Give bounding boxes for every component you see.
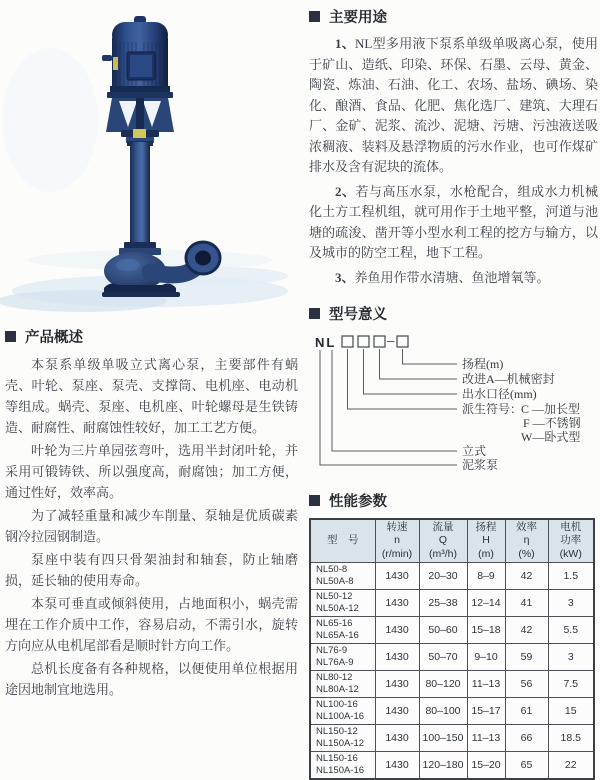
left-column	[0, 0, 302, 702]
head-cell: 11–13	[467, 671, 505, 698]
table-row	[310, 671, 594, 698]
section-title-text: 性能参数	[329, 494, 387, 510]
section-bullet-square	[5, 331, 16, 342]
list-number: 2、	[335, 183, 356, 199]
section-title-text: 产品概述	[25, 330, 83, 346]
overview-paragraph: 本泵系单级单吸立式离心泵，主要部件有蜗壳、叶轮、泵座、泵壳、支撑筒、电机座、电动机等组成。蜗壳、泵座、电机座、叶轮螺母是生铁铸造、耐腐性、耐腐蚀性较好，加工工艺方便。	[5, 357, 298, 435]
model-cell: NL80-12 NL80A-12	[310, 671, 375, 698]
leader-line	[320, 350, 457, 465]
power-cell: 7.5	[548, 671, 594, 698]
col-header-head: 扬程 H (m)	[467, 519, 505, 563]
model-code-box	[374, 336, 385, 347]
power-cell: 3	[548, 590, 594, 617]
table-row	[310, 698, 594, 725]
model-cell: NL100-16 NL100A-16	[310, 698, 375, 725]
label-derived-f: F —不锈钢	[523, 416, 581, 430]
flow-cell: 80–120	[419, 671, 467, 698]
pipe-label	[133, 129, 146, 138]
overview-paragraph: 叶轮为三片单园弦弯叶，选用半封闭叶轮，并采用可锻铸铁、所以强度高，耐腐蚀；加工方便，通过性好，效率高。	[5, 443, 298, 500]
leader-line	[364, 349, 458, 394]
label-improved-seal: 改进A—机械密封	[462, 372, 555, 386]
flow-cell: 100–150	[419, 725, 467, 752]
flow-cell: 80–100	[419, 698, 467, 725]
model-code-box	[358, 336, 369, 347]
efficiency-cell: 41	[505, 590, 548, 617]
list-number: 1、	[335, 36, 356, 51]
section-bullet-square	[309, 11, 320, 22]
table-row	[310, 617, 594, 644]
model-cell: NL65-16 NL65A-16	[310, 617, 375, 644]
power-cell: 22	[548, 752, 594, 780]
leader-line	[332, 350, 457, 451]
efficiency-cell: 61	[505, 698, 548, 725]
power-cell: 3	[548, 644, 594, 671]
label-head: 扬程(m)	[462, 357, 504, 371]
head-cell: 11–13	[467, 725, 505, 752]
flow-cell: 50–60	[419, 617, 467, 644]
usage-paragraph	[309, 268, 598, 289]
column-pipe	[130, 142, 150, 244]
usage-paragraph-text: 若与高压水泵，水枪配合，组成水力机械化土方工程机组，就可用作于土地平整，河道与池塘的疏浚、凿开等小型水利工程的挖方与输方，以及城市的防空工程，地下工程。	[309, 183, 598, 260]
efficiency-cell: 59	[505, 644, 548, 671]
list-number: 3、	[335, 269, 355, 285]
col-header-speed: 转速 n (r/min)	[375, 519, 419, 563]
leader-line	[403, 349, 458, 364]
table-header-row	[310, 519, 594, 563]
head-cell: 9–10	[467, 644, 505, 671]
usage-paragraph-text: NL型多用液下泵系单级单吸离心泵，使用于矿山、造纸、印染、环保、石墨、云母、黄金、陶瓷、炼油、石油、化工、农场、盐场、碘场、染化、酿酒、食品、化肥、焦化选厂、建筑、大理石厂、金矿、泥浆、流沙、泥塘、污塘、污浊液送吸浓稠液、装料及悬浮物质的污水作业，也可作煤矿排水及含有泥块的流体。	[309, 36, 598, 174]
section-product-overview	[5, 326, 298, 700]
table-row	[310, 563, 594, 590]
head-cell: 8–9	[467, 563, 505, 590]
table-row	[310, 590, 594, 617]
model-code-box	[342, 336, 353, 347]
label-vertical-type: 立式	[462, 444, 487, 458]
pump-photo	[0, 0, 300, 318]
label-derived-symbol: 派生符号：	[462, 402, 523, 416]
head-cell: 15–20	[467, 752, 505, 780]
head-cell: 12–14	[467, 590, 505, 617]
model-cell: NL76-9 NL76A-9	[310, 644, 375, 671]
efficiency-cell: 56	[505, 671, 548, 698]
speed-cell: 1430	[375, 644, 419, 671]
model-code-prefix: NL	[315, 335, 337, 350]
lifting-lug	[102, 55, 112, 61]
power-cell: 18.5	[548, 725, 594, 752]
section-title-model	[309, 303, 598, 324]
section-main-uses	[309, 6, 598, 288]
efficiency-cell: 66	[505, 725, 548, 752]
efficiency-cell: 42	[505, 563, 548, 590]
usage-paragraph	[309, 34, 598, 178]
performance-table	[309, 518, 595, 780]
model-cell: NL50-8 NL50A-8	[310, 563, 375, 590]
head-cell: 15–18	[467, 617, 505, 644]
label-outlet-diameter: 出水口径(mm)	[462, 387, 537, 401]
head-cell: 15–17	[467, 698, 505, 725]
right-column	[309, 6, 598, 780]
speed-cell: 1430	[375, 725, 419, 752]
usage-paragraph	[309, 182, 598, 264]
col-header-flow: 流量 Q (m³/h)	[419, 519, 467, 563]
speed-cell: 1430	[375, 563, 419, 590]
table-row	[310, 725, 594, 752]
label-derived-c: C —加长型	[521, 402, 581, 416]
model-cell: NL50-12 NL50A-12	[310, 590, 375, 617]
section-title-text: 主要用途	[329, 10, 387, 26]
model-cell: NL150-16 NL150A-16	[310, 752, 375, 780]
speed-cell: 1430	[375, 590, 419, 617]
overview-paragraph: 为了减轻重量和减少车削量、泵轴是优质碳素钢冷拉园钢制造。	[5, 508, 298, 544]
section-title-uses	[309, 6, 598, 27]
table-row	[310, 752, 594, 780]
overview-paragraph: 总机长度备有各种规格，以便使用单位根据用途因地制宜地选用。	[5, 661, 298, 697]
power-cell: 1.5	[548, 563, 594, 590]
col-header-model: 型 号	[310, 519, 375, 563]
speed-cell: 1430	[375, 752, 419, 780]
speed-cell: 1430	[375, 698, 419, 725]
section-bullet-square	[309, 308, 320, 319]
efficiency-cell: 65	[505, 752, 548, 780]
model-code-diagram	[309, 331, 597, 477]
pump-shaft	[136, 98, 144, 132]
flow-cell: 120–180	[419, 752, 467, 780]
power-cell: 5.5	[548, 617, 594, 644]
nameplate-label	[113, 57, 118, 70]
model-cell: NL150-12 NL150A-12	[310, 725, 375, 752]
speed-cell: 1430	[375, 671, 419, 698]
table-row	[310, 644, 594, 671]
section-performance	[309, 490, 598, 780]
section-title-overview	[5, 326, 298, 347]
col-header-efficiency: 效率 η (%)	[505, 519, 548, 563]
section-title-text: 型号意义	[329, 307, 387, 323]
section-title-performance	[309, 490, 598, 511]
label-slurry-pump: 泥浆泵	[462, 458, 499, 472]
label-derived-w: W—卧式型	[521, 430, 581, 444]
overview-paragraph: 泵座中装有四只骨架油封和轴套，防止轴磨损，延长轴的使用寿命。	[5, 552, 298, 588]
flow-cell: 50–70	[419, 644, 467, 671]
section-model-meaning	[309, 303, 598, 477]
usage-paragraph-text: 养鱼用作带水清塘、鱼池增氧等。	[354, 269, 550, 285]
speed-cell: 1430	[375, 617, 419, 644]
flow-cell: 25–38	[419, 590, 467, 617]
col-header-power: 电机 功率 (kW)	[548, 519, 594, 563]
flow-cell: 20–30	[419, 563, 467, 590]
model-code-box	[397, 336, 408, 347]
section-bullet-square	[309, 495, 320, 506]
efficiency-cell: 42	[505, 617, 548, 644]
power-cell: 15	[548, 698, 594, 725]
overview-paragraph: 本泵可垂直或倾斜使用，占地面积小，蜗壳需埋在工作介质中工作，容易启动，不需引水，旋转方向应从电机尾部看是顺时针方向工作。	[5, 596, 298, 653]
